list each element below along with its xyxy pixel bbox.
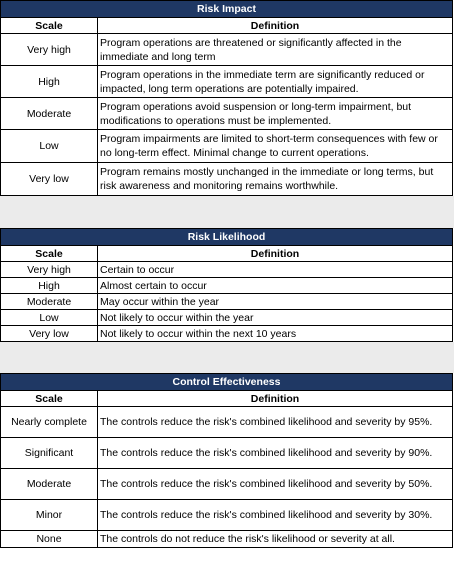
scale-cell: Very low [1,326,98,342]
definition-cell: Program operations avoid suspension or long-term impairment, but modifications to operations must be implemented. [98,98,453,130]
table-row [1,438,453,469]
table-row [1,278,453,294]
table-row [1,531,453,548]
definition-cell: Certain to occur [98,262,453,278]
definition-cell: Not likely to occur within the year [98,310,453,326]
table-row [1,66,453,98]
table-row [1,294,453,310]
scale-cell: Low [1,310,98,326]
risk-likelihood-title: Risk Likelihood [1,229,453,246]
definition-cell: Program impairments are limited to short-term consequences with few or no long-term effect. Minimal change to current operations. [98,130,453,163]
section-gap [0,196,454,228]
scale-cell: Moderate [1,469,98,500]
scale-header: Scale [1,391,98,407]
scale-cell: High [1,278,98,294]
table-row [1,163,453,196]
definition-header: Definition [98,246,453,262]
scale-cell: High [1,66,98,98]
scale-cell: None [1,531,98,548]
risk-impact-table [0,0,453,196]
definition-cell: The controls reduce the risk's combined likelihood and severity by 50%. [98,469,453,500]
definition-cell: The controls do not reduce the risk's likelihood or severity at all. [98,531,453,548]
scale-cell: Very high [1,262,98,278]
table-row [1,469,453,500]
definition-cell: Program operations in the immediate term are significantly reduced or impacted, long term operations are potentially impaired. [98,66,453,98]
table-row [1,262,453,278]
definition-cell: May occur within the year [98,294,453,310]
table-row [1,34,453,66]
table-row [1,130,453,163]
scale-header: Scale [1,18,98,34]
scale-cell: Very high [1,34,98,66]
scale-cell: Minor [1,500,98,531]
definition-cell: The controls reduce the risk's combined likelihood and severity by 90%. [98,438,453,469]
control-effectiveness-title: Control Effectiveness [1,374,453,391]
table-row [1,500,453,531]
scale-cell: Moderate [1,98,98,130]
definition-cell: Program operations are threatened or significantly affected in the immediate and long term [98,34,453,66]
definition-header: Definition [98,391,453,407]
table-row [1,98,453,130]
definition-cell: The controls reduce the risk's combined likelihood and severity by 30%. [98,500,453,531]
scale-cell: Low [1,130,98,163]
risk-impact-title: Risk Impact [1,1,453,18]
scale-cell: Significant [1,438,98,469]
definition-cell: The controls reduce the risk's combined likelihood and severity by 95%. [98,407,453,438]
table-row [1,407,453,438]
scale-cell: Very low [1,163,98,196]
definition-header: Definition [98,18,453,34]
definition-cell: Not likely to occur within the next 10 years [98,326,453,342]
control-effectiveness-table [0,373,453,548]
definition-cell: Almost certain to occur [98,278,453,294]
section-gap [0,342,454,373]
scale-cell: Nearly complete [1,407,98,438]
definition-cell: Program remains mostly unchanged in the immediate or long terms, but risk awareness and monitoring remains worthwhile. [98,163,453,196]
scale-header: Scale [1,246,98,262]
table-row [1,310,453,326]
risk-likelihood-table [0,228,453,342]
table-row [1,326,453,342]
scale-cell: Moderate [1,294,98,310]
